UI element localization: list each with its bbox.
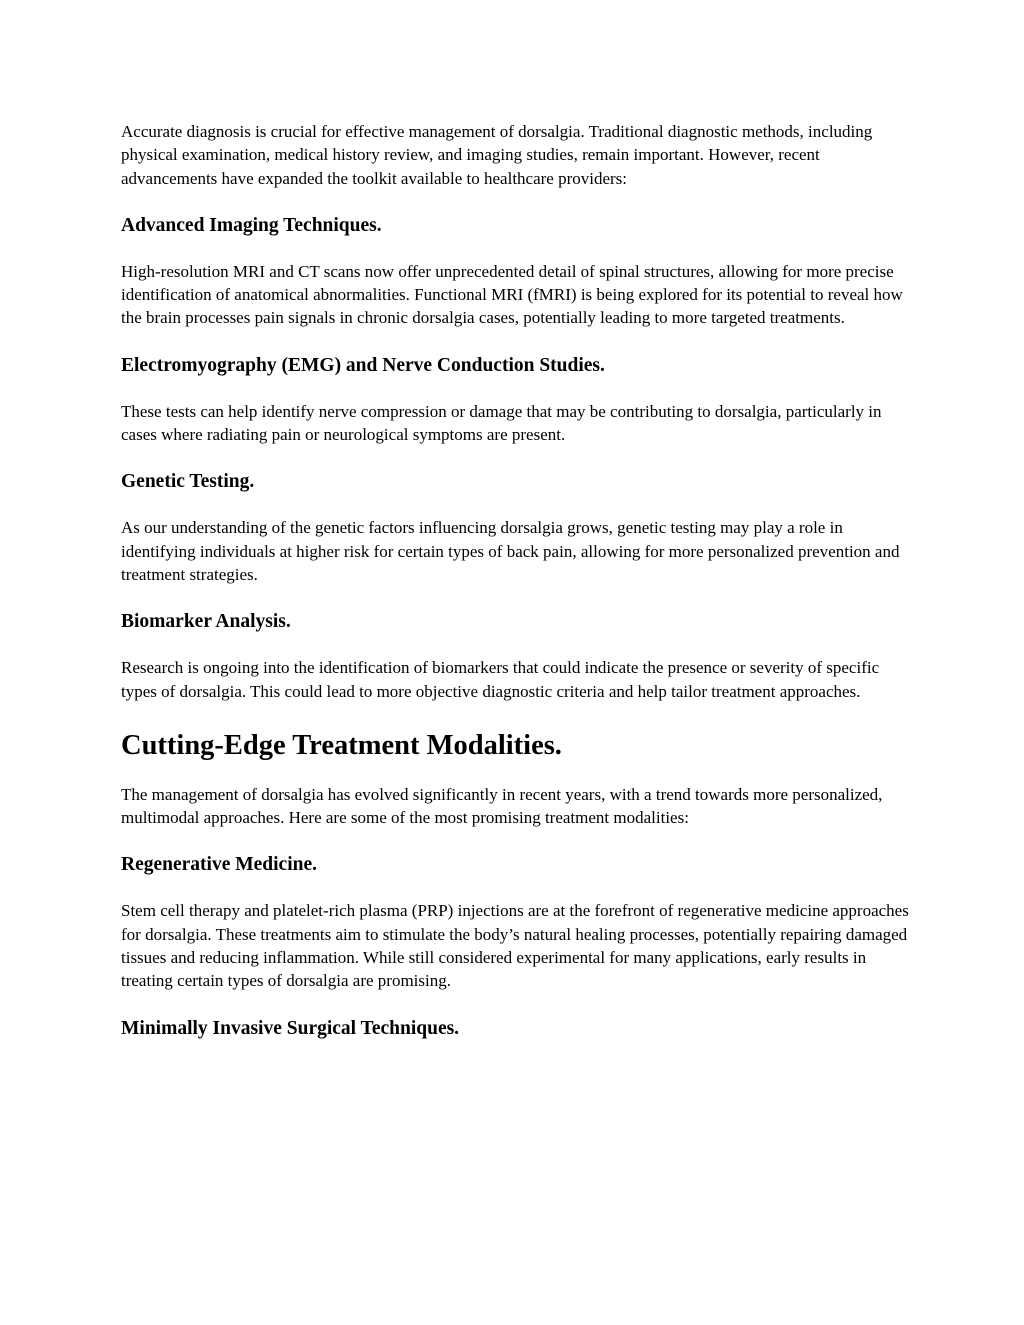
section-heading-advanced-imaging: Advanced Imaging Techniques. xyxy=(121,214,382,236)
main-heading-treatment: Cutting-Edge Treatment Modalities. xyxy=(121,729,562,761)
section-body-biomarker: Research is ongoing into the identification of biomarkers that could indicate the presence or severity of specific types of dorsalgia. This could lead to more objective diagnostic criteria and help tailor treatment approaches. xyxy=(121,658,880,701)
section-heading-genetic-testing: Genetic Testing. xyxy=(121,471,255,493)
section-body-advanced-imaging: High-resolution MRI and CT scans now offer unprecedented detail of spinal structures, allowing for more precise identification of anatomical abnormalities. Functional MRI (fMRI) is being explored for its potential to reveal how the brain processes pain signals in chronic dorsalgia cases, potentially leading to more targeted treatments. xyxy=(121,261,903,328)
intro-paragraph: Accurate diagnosis is crucial for effective management of dorsalgia. Traditional diagnostic methods, including physical examination, medical history review, and imaging studies, remain important. However, recent advancements have expanded the toolkit available to healthcare providers: xyxy=(121,122,873,188)
section-heading-biomarker: Biomarker Analysis. xyxy=(121,611,291,633)
treatment-heading-minimally-invasive: Minimally Invasive Surgical Techniques. xyxy=(121,1017,460,1039)
treatment-body-regenerative: Stem cell therapy and platelet-rich plasma (PRP) injections are at the forefront of regenerative medicine approaches for dorsalgia. These treatments aim to stimulate the body’s natural healing processes, potentially repairing damaged tissues and reducing inflammation. While still considered experimental for many applications, early results in treating certain types of dorsalgia are promising. xyxy=(121,901,909,991)
treatment-intro-paragraph: The management of dorsalgia has evolved significantly in recent years, with a trend towards more personalized, multimodal approaches. Here are some of the most promising treatment modalities: xyxy=(121,784,883,828)
document-page xyxy=(121,120,911,1041)
section-body-genetic-testing: As our understanding of the genetic factors influencing dorsalgia grows, genetic testing may play a role in identifying individuals at higher risk for certain types of back pain, allowing for more personalized prevention and treatment strategies. xyxy=(121,518,900,584)
section-body-emg: These tests can help identify nerve compression or damage that may be contributing to dorsalgia, particularly in cases where radiating pain or neurological symptoms are present. xyxy=(121,401,882,445)
section-heading-emg: Electromyography (EMG) and Nerve Conduction Studies. xyxy=(121,354,605,376)
treatment-heading-regenerative: Regenerative Medicine. xyxy=(121,854,318,876)
